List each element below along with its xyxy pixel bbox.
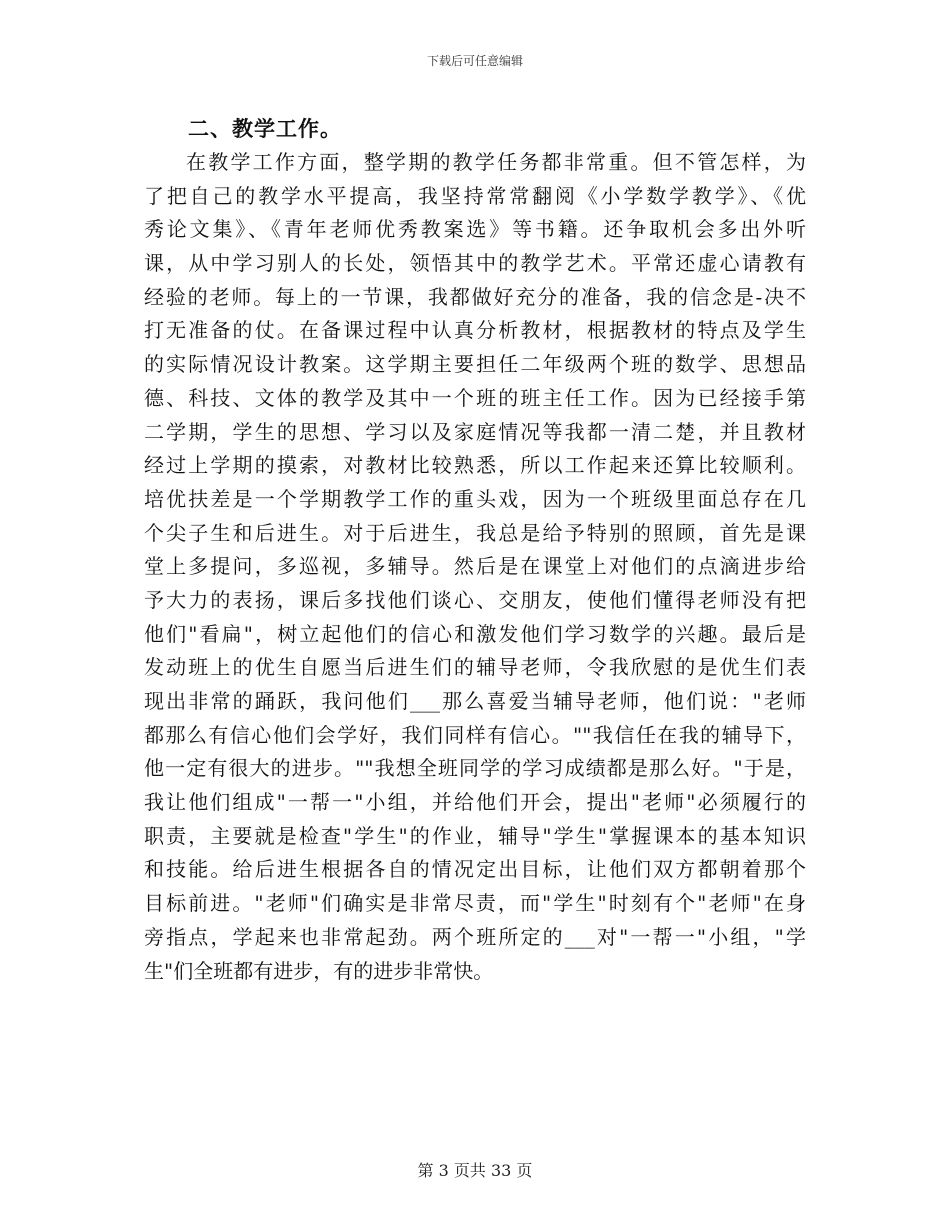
paragraph-line: 都那么有信心他们会学好，我们同样有信心。""我信任在我的辅导下， [144,722,806,747]
paragraph-line: 他一定有很大的进步。""我想全班同学的学习成绩都是那么好。"于是， [144,756,806,781]
paragraph-line: 培优扶差是一个学期教学工作的重头戏，因为一个班级里面总存在几 [144,486,806,511]
paragraph-line: 秀论文集》、《青年老师优秀教案选》等书籍。还争取机会多出外听 [144,217,806,242]
paragraph-line: 二学期，学生的思想、学习以及家庭情况等我都一清二楚，并且教材 [144,419,806,444]
paragraph-line: 生"们全班都有进步，有的进步非常快。 [144,958,494,983]
paragraph-line: 经过上学期的摸索，对教材比较熟悉，所以工作起来还算比较顺利。 [144,453,806,478]
page-header: 下载后可任意编辑 [426,54,523,68]
paragraph-line: 个尖子生和后进生。对于后进生，我总是给予特别的照顾，首先是课 [144,520,806,545]
paragraph-line: 的实际情况设计教案。这学期主要担任二年级两个班的数学、思想品 [144,352,806,377]
paragraph-line: 德、科技、文体的教学及其中一个班的班主任工作。因为已经接手第 [144,385,806,410]
body-paragraph [144,146,806,988]
paragraph-line: 课，从中学习别人的长处，领悟其中的教学艺术。平常还虚心请教有 [144,251,806,276]
paragraph-line: 堂上多提问，多巡视，多辅导。然后是在课堂上对他们的点滴进步给 [144,554,806,579]
paragraph-line: 职责，主要就是检查"学生"的作业，辅导"学生"掌握课本的基本知识 [144,823,806,848]
section-title: 二、教学工作。 [188,116,342,141]
paragraph-line: 予大力的表扬，课后多找他们谈心、交朋友，使他们懂得老师没有把 [144,587,806,612]
paragraph-line: 现出非常的踊跃，我问他们___那么喜爱当辅导老师，他们说："老师 [144,689,806,713]
paragraph-line: 旁指点，学起来也非常起劲。两个班所定的___对"一帮一"小组，"学 [144,924,806,949]
paragraph-line: 我让他们组成"一帮一"小组，并给他们开会，提出"老师"必须履行的 [144,790,806,815]
paragraph-line: 打无准备的仗。在备课过程中认真分析教材，根据教材的特点及学生 [144,318,806,343]
paragraph-line: 和技能。给后进生根据各自的情况定出目标，让他们双方都朝着那个 [144,857,806,882]
paragraph-line: 发动班上的优生自愿当后进生们的辅导老师，令我欣慰的是优生们表 [144,655,806,680]
paragraph-line: 他们"看扁"，树立起他们的信心和激发他们学习数学的兴趣。最后是 [144,621,806,646]
paragraph-line: 经验的老师。每上的一节课，我都做好充分的准备，我的信念是-决不 [144,284,806,309]
page-footer: 第 3 页共 33 页 [417,1161,533,1180]
paragraph-line: 在教学工作方面，整学期的教学任务都非常重。但不管怎样，为 [186,150,806,174]
paragraph-line: 了把自己的教学水平提高，我坚持常常翻阅《小学数学教学》、《优 [144,183,806,208]
paragraph-line: 目标前进。"老师"们确实是非常尽责，而"学生"时刻有个"老师"在身 [144,891,806,916]
